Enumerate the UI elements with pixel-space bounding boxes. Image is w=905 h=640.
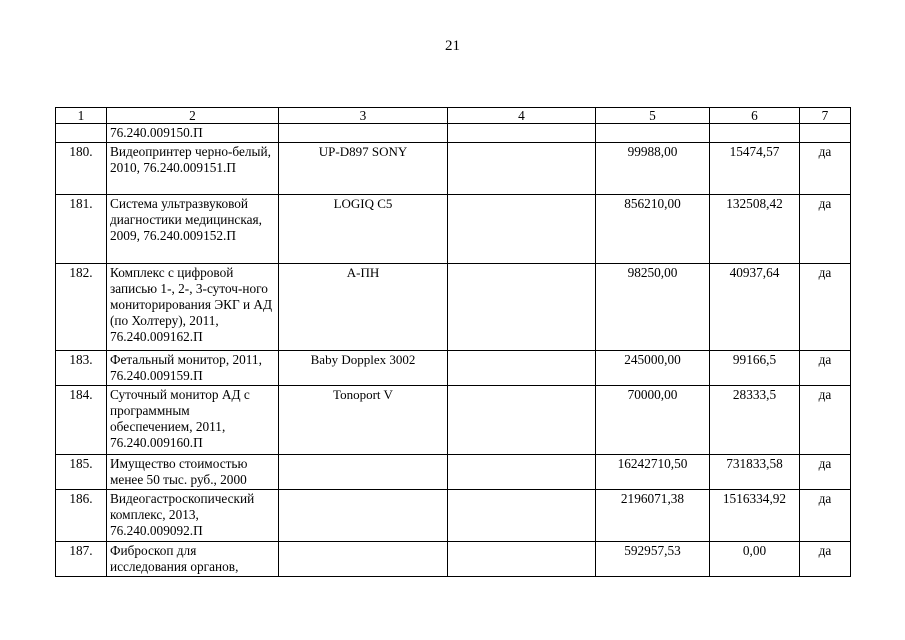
status-cell: да (800, 143, 851, 195)
table-row (56, 195, 851, 264)
col4-cell (448, 143, 596, 195)
value-6-cell: 99166,5 (710, 351, 800, 386)
value-6-cell: 28333,5 (710, 386, 800, 455)
status-cell: да (800, 351, 851, 386)
model-cell (279, 490, 448, 542)
header-cell: 3 (279, 108, 448, 124)
item-name-cell: Видеопринтер черно-белый, 2010, 76.240.009151.П (107, 143, 279, 195)
value-5-cell: 592957,53 (596, 542, 710, 577)
model-cell (279, 124, 448, 143)
row-number-cell: 182. (56, 264, 107, 351)
value-6-cell: 731833,58 (710, 455, 800, 490)
row-number-cell: 187. (56, 542, 107, 577)
item-name-cell: Комплекс с цифровой записью 1-, 2-, 3-суточ-ного мониторирования ЭКГ и АД (по Холтеру), 2011, 76.240.009162.П (107, 264, 279, 351)
item-name-cell: Система ультразвуковой диагностики медицинская, 2009, 76.240.009152.П (107, 195, 279, 264)
item-name-cell: Фиброскоп для исследования органов, (107, 542, 279, 577)
value-5-cell: 99988,00 (596, 143, 710, 195)
col4-cell (448, 386, 596, 455)
model-cell: LOGIQ C5 (279, 195, 448, 264)
value-5-cell (596, 124, 710, 143)
value-6-cell: 132508,42 (710, 195, 800, 264)
item-name-cell: Имущество стоимостью менее 50 тыс. руб., 2000 (107, 455, 279, 490)
header-cell: 4 (448, 108, 596, 124)
value-5-cell: 98250,00 (596, 264, 710, 351)
equipment-table (55, 107, 851, 577)
col4-cell (448, 195, 596, 264)
status-cell: да (800, 455, 851, 490)
table-row (56, 455, 851, 490)
item-name-cell: 76.240.009150.П (107, 124, 279, 143)
status-cell: да (800, 542, 851, 577)
header-cell: 1 (56, 108, 107, 124)
value-5-cell: 2196071,38 (596, 490, 710, 542)
row-number-cell: 186. (56, 490, 107, 542)
item-name-cell: Видеогастроскопический комплекс, 2013, 76.240.009092.П (107, 490, 279, 542)
value-5-cell: 70000,00 (596, 386, 710, 455)
row-number-cell: 181. (56, 195, 107, 264)
row-number-cell: 184. (56, 386, 107, 455)
header-row (56, 108, 851, 124)
model-cell (279, 455, 448, 490)
model-cell: Baby Dopplex 3002 (279, 351, 448, 386)
row-number-cell: 180. (56, 143, 107, 195)
model-cell: Tonoport V (279, 386, 448, 455)
table-row (56, 124, 851, 143)
status-cell (800, 124, 851, 143)
row-number-cell (56, 124, 107, 143)
col4-cell (448, 264, 596, 351)
value-6-cell: 40937,64 (710, 264, 800, 351)
item-name-cell: Суточный монитор АД с программным обеспечением, 2011, 76.240.009160.П (107, 386, 279, 455)
model-cell: UP-D897 SONY (279, 143, 448, 195)
header-cell: 2 (107, 108, 279, 124)
table-row (56, 264, 851, 351)
item-name-cell: Фетальный монитор, 2011, 76.240.009159.П (107, 351, 279, 386)
row-number-cell: 183. (56, 351, 107, 386)
table-row (56, 542, 851, 577)
col4-cell (448, 490, 596, 542)
header-cell: 5 (596, 108, 710, 124)
status-cell: да (800, 490, 851, 542)
value-6-cell (710, 124, 800, 143)
header-cell: 7 (800, 108, 851, 124)
status-cell: да (800, 386, 851, 455)
value-6-cell: 15474,57 (710, 143, 800, 195)
value-5-cell: 245000,00 (596, 351, 710, 386)
status-cell: да (800, 195, 851, 264)
table-row (56, 143, 851, 195)
col4-cell (448, 351, 596, 386)
status-cell: да (800, 264, 851, 351)
page-number: 21 (445, 38, 460, 54)
col4-cell (448, 124, 596, 143)
col4-cell (448, 542, 596, 577)
model-cell (279, 542, 448, 577)
col4-cell (448, 455, 596, 490)
row-number-cell: 185. (56, 455, 107, 490)
value-6-cell: 1516334,92 (710, 490, 800, 542)
table-row (56, 490, 851, 542)
value-6-cell: 0,00 (710, 542, 800, 577)
table-row (56, 386, 851, 455)
value-5-cell: 16242710,50 (596, 455, 710, 490)
table-row (56, 351, 851, 386)
header-cell: 6 (710, 108, 800, 124)
model-cell: А-ПН (279, 264, 448, 351)
value-5-cell: 856210,00 (596, 195, 710, 264)
